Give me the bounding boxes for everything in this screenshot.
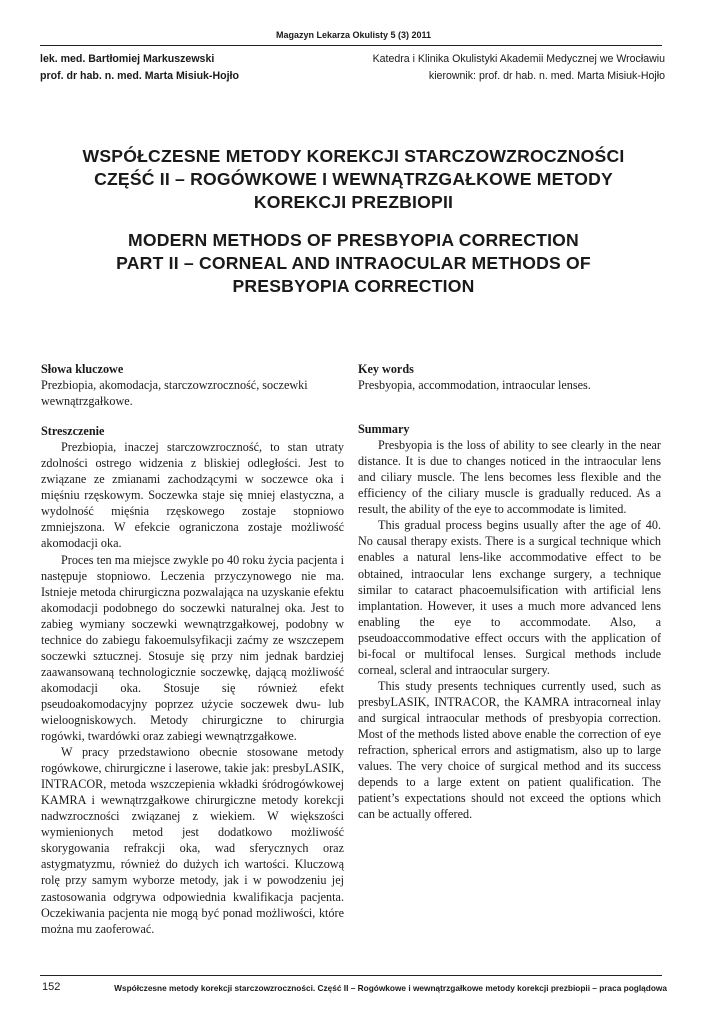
author-name: prof. dr hab. n. med. Marta Misiuk-Hojło [40, 70, 239, 82]
summary-paragraph: Presbyopia is the loss of ability to see clearly in the near distance. It is due to changes noticed in the intraocular lens and ciliary muscle. The lens becomes less flexible and the efficiency of the ciliary muscle is gradually reduced. As a result, the ability of the eye to accommodate is limited. [358, 438, 661, 517]
abstract-paragraph: Prezbiopia, inaczej starczowzroczność, to stan utraty zdolności ostrego widzenia z bliskiej odległości. Jest to związane ze zmianami zachodzącymi w soczewce oka i mięśniu rzęskowym. Soczewka staje się mniej elastyczna, a wydolność mięśnia rzęskowego zostaje stopniowo zmniejszona. W efekcie ograniczona zostaje możliwość akomodacji oka. [41, 440, 344, 551]
running-title: Współczesne metody korekcji starczowzroczności. Część II – Rogówkowe i wewnątrzgałkowe metody korekcji prezbiopii – praca poglądowa [114, 983, 667, 993]
keywords-text: Prezbiopia, akomodacja, starczowzroczność, soczewki wewnątrzgałkowe. [41, 378, 308, 409]
summary-paragraph: This gradual process begins usually after the age of 40. No causal therapy exists. There is a surgical technique which enables a natural lens-like accommodative effect to be obtained, intraocular lens exchange surgery, a technique similar to cataract phacoemulsification with artificial lens implantation. However, it uses a much more advanced lens enabling the eye to accommodate. Also, a pseudoaccommodative effect occurs with the application of bi-focal or multifocal lenses. Surgical methods include corneal, scleral and intraocular surgery. [358, 518, 661, 677]
header-divider [40, 45, 662, 46]
english-column [358, 361, 661, 822]
title-line: CZĘŚĆ II – ROGÓWKOWE I WEWNĄTRZGAŁKOWE METODY [94, 169, 613, 189]
title-line: WSPÓŁCZESNE METODY KOREKCJI STARCZOWZROCZNOŚCI [82, 146, 625, 166]
title-line: MODERN METHODS OF PRESBYOPIA CORRECTION [128, 230, 579, 250]
affiliation-department: Katedra i Klinika Okulistyki Akademii Medycznej we Wrocławiu [372, 53, 665, 65]
abstract-paragraph: Proces ten ma miejsce zwykle po 40 roku życia pacjenta i następuje stopniowo. Leczenia przyczynowego nie ma. Istnieje metoda chirurgiczna pozwalająca na uzyskanie efektu akomodacji podobnego do soczewki naturalnej oka. Jest to zabieg wymiany soczewki wewnątrzgałkowej, podobny w technice do zabiegu fakoemulsyfikacji zaćmy ze wszczepem soczewki sztucznej. Stosuje się przy nim jednak bardziej zaawansowaną technologicznie soczewkę, dającą możliwość akomodacji oka. Stosuje się również efekt pseudoakomodacyjny poprzez użycie soczewek dwu- lub wieloogniskowych. Metody chirurgiczne to chirurgia rogówki, twardówki oraz zabiegi wewnątrzgałkowe. [41, 552, 344, 744]
footer-divider [40, 975, 662, 976]
keywords-text: Presbyopia, accommodation, intraocular lenses. [358, 378, 591, 393]
journal-header: Magazyn Lekarza Okulisty 5 (3) 2011 [275, 30, 432, 40]
title-line: KOREKCJI PREZBIOPII [253, 192, 454, 212]
affiliation [373, 51, 665, 85]
title-polish [40, 145, 667, 214]
keywords-heading: Słowa kluczowe [41, 362, 124, 376]
affiliation-head: kierownik: prof. dr hab. n. med. Marta Misiuk-Hojło [428, 70, 665, 82]
summary-paragraph: This study presents techniques currently used, such as presbyLASIK, INTRACOR, the KAMRA intracorneal inlay and surgical intraocular methods of presbyopia correction. Most of the methods listed above enable the correction of eye refraction, spherical errors and astigmatism, also up to large values. The very choice of surgical method and its success depends to a large extent on patient qualification. The patient’s expectations should not exceed the options which can be actually offered. [358, 678, 661, 822]
abstract-heading: Streszczenie [41, 424, 105, 439]
keywords-heading: Key words [358, 362, 414, 376]
page-number: 152 [42, 981, 61, 993]
polish-column [41, 361, 344, 937]
title-line: PRESBYOPIA CORRECTION [232, 276, 475, 296]
author-list [40, 51, 239, 85]
abstract-paragraph: W pracy przedstawiono obecnie stosowane metody rogówkowe, chirurgiczne i laserowe, takie jak: presbyLASIK, INTRACOR, metoda wszczepienia wkładki śródrogówkowej KAMRA i wewnątrzgałkowe chirurgiczne metody korekcji nadwzroczności związanej z wiekiem. W większości wymienionych metod jest dodatkowo możliwość skorygowania refrakcji oka, wad sferycznych oraz astygmatyzmu, również do dużych ich wartości. Kluczową rolę przy samym wyborze metody, jak i w powodzeniu jej zastosowania odgrywa odpowiednia kwalifikacja pacjenta. Oczekiwania pacjenta nie mogą być ponad możliwości, które można mu zaoferować. [41, 745, 344, 936]
summary-heading: Summary [358, 422, 410, 437]
title-english [40, 229, 667, 298]
author-name: lek. med. Bartłomiej Markuszewski [40, 53, 215, 65]
title-line: PART II – CORNEAL AND INTRAOCULAR METHODS OF [116, 253, 591, 273]
